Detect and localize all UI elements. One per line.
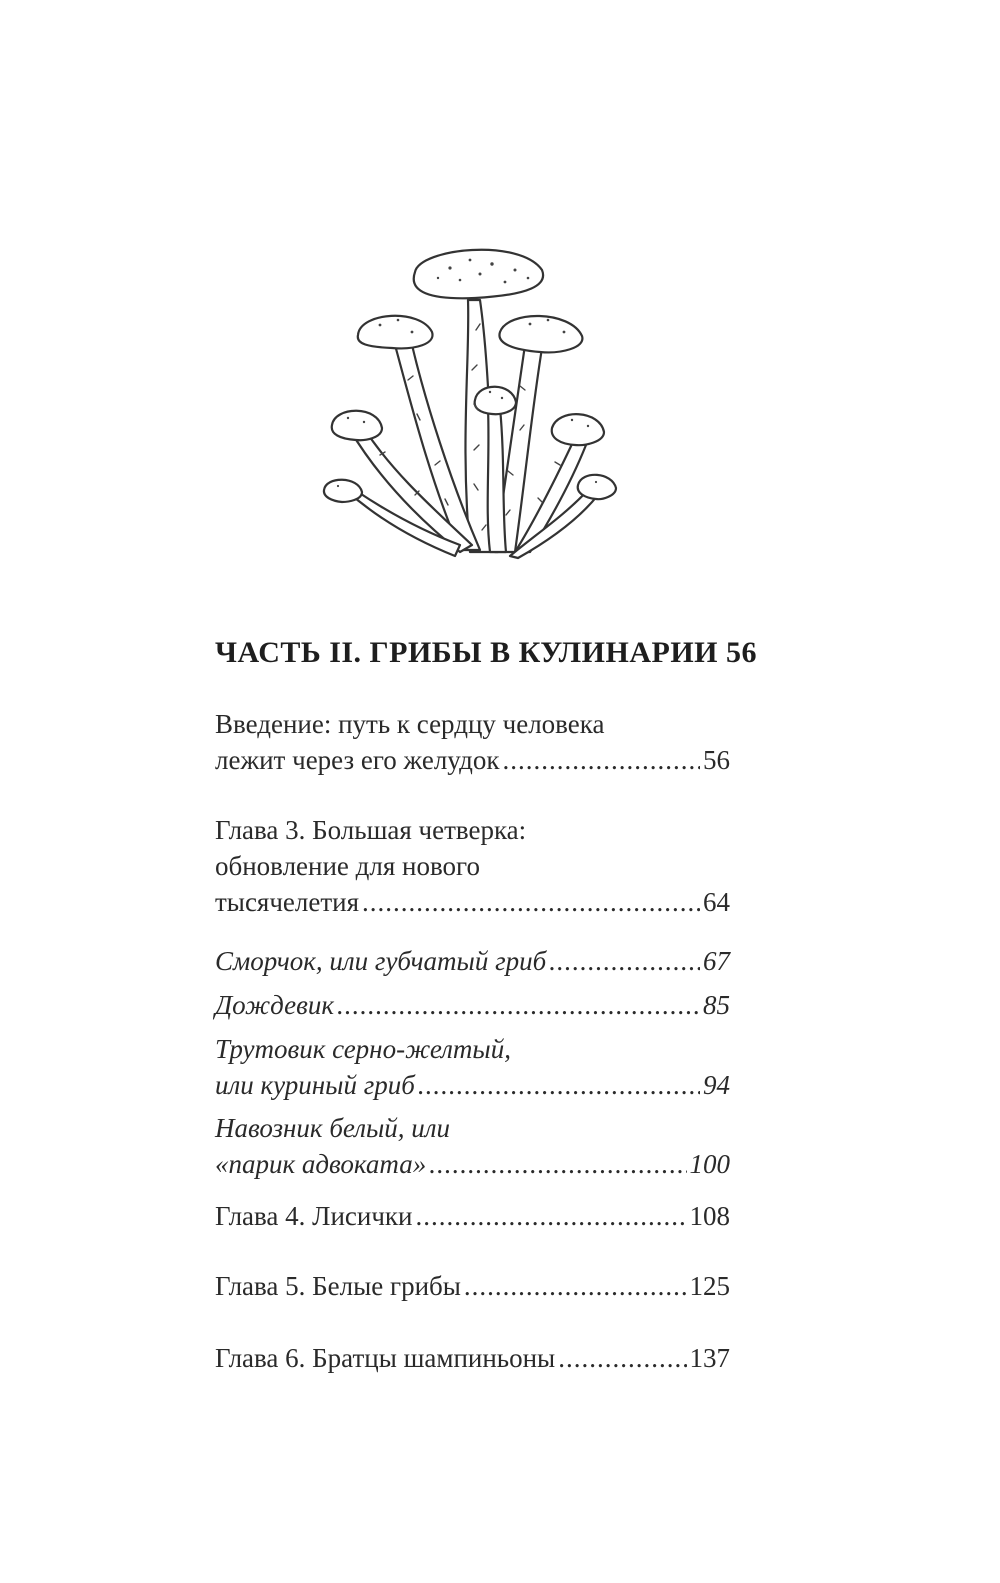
leader-dots — [549, 943, 700, 979]
toc-entry-title: Глава 5. Белые грибы — [215, 1271, 461, 1301]
toc-entry — [215, 1110, 730, 1182]
part-title: ЧАСТЬ II. ГРИБЫ В КУЛИНАРИИ 56 — [215, 636, 757, 669]
toc-entry-title: Глава 6. Братцы шампиньоны — [215, 1343, 556, 1373]
toc-page-number: 137 — [689, 1343, 730, 1373]
leader-dots — [502, 742, 700, 778]
toc-entry-title: или куриный гриб — [215, 1070, 415, 1100]
leader-dots — [416, 1198, 687, 1234]
toc-entry-line: Навозник белый, или — [215, 1113, 451, 1143]
toc-page-number: 67 — [703, 946, 730, 976]
toc-page-number: 108 — [689, 1201, 730, 1231]
toc-entry — [215, 1198, 730, 1234]
toc-entry — [215, 1268, 730, 1304]
toc-entry-title: Дождевик — [215, 990, 334, 1020]
toc-entry — [215, 812, 730, 920]
toc-page-number: 85 — [703, 990, 730, 1020]
mushroom-cluster-icon — [320, 240, 720, 570]
toc-entry-title: Сморчок, или губчатый гриб — [215, 946, 547, 976]
toc-entry — [215, 943, 730, 979]
toc-page-number: 94 — [703, 1070, 730, 1100]
leader-dots — [464, 1268, 687, 1304]
toc-entry — [215, 1340, 730, 1376]
toc-page-number: 64 — [703, 887, 730, 917]
toc-page-number: 56 — [703, 745, 730, 775]
leader-dots — [418, 1067, 700, 1103]
toc-entry-title: Глава 4. Лисички — [215, 1201, 413, 1231]
toc-entry-title: «парик адвоката» — [215, 1149, 427, 1179]
toc-entry-line: Трутовик серно-желтый, — [215, 1034, 511, 1064]
toc-entry-title: лежит через его желудок — [215, 745, 500, 775]
toc-entry-title: тысячелетия — [215, 887, 360, 917]
toc-page-number: 100 — [689, 1149, 730, 1179]
toc-entry-line: Глава 3. Большая четверка: — [215, 815, 527, 845]
toc-entry-line: Введение: путь к сердцу человека — [215, 709, 605, 739]
leader-dots — [337, 987, 700, 1023]
leader-dots — [558, 1340, 686, 1376]
toc-entry-line: обновление для нового — [215, 851, 480, 881]
toc-entry — [215, 1031, 730, 1103]
toc-entry — [215, 987, 730, 1023]
toc-page-number: 125 — [689, 1271, 730, 1301]
leader-dots — [362, 884, 700, 920]
toc-entry — [215, 706, 730, 778]
leader-dots — [429, 1146, 686, 1182]
